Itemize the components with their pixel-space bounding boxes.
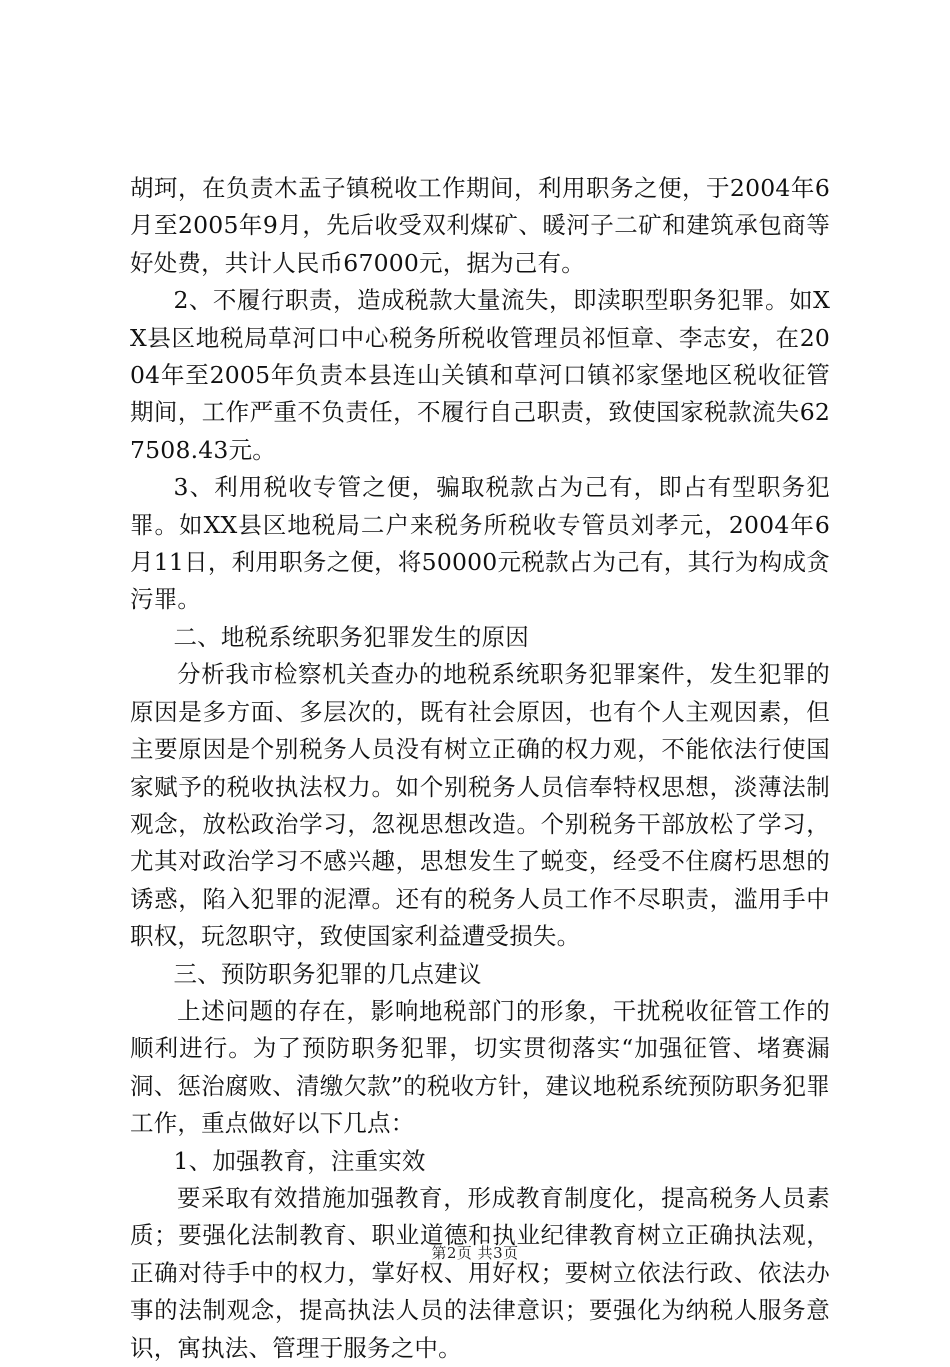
subheading-education: 1、加强教育，注重实效 [173, 1146, 426, 1175]
section-heading-causes: 二、地税系统职务犯罪发生的原因 [173, 622, 529, 651]
paragraph-item-3: 3、利用税收专管之便，骗取税款占为己有，即占有型职务犯罪。如XX县区地税局二户来税务所税收专管员刘孝元，2004年6月11日，利用职务之便，将50000元税款占为己有，其行为构成贪污罪。 [130, 473, 830, 614]
paragraph-item-2: 2、不履行职责，造成税款大量流失，即渎职型职务犯罪。如XX县区地税局草河口中心税务所税收管理员祁恒章、李志安，在2004年至2005年负责本县连山关镇和草河口镇祁家堡地区税收征管期间，工作严重不负责任，不履行自己职责，致使国家税款流失627508.43元。 [130, 286, 830, 464]
document-body [130, 170, 830, 1367]
paragraph-education: 要采取有效措施加强教育，形成教育制度化，提高税务人员素质；要强化法制教育、职业道德和执业纪律教育树立正确执法观，正确对待手中的权力，掌好权、用好权；要树立依法行政、依法办事的法制观念，提高执法人员的法律意识；要强化为纳税人服务意识，寓执法、管理于服务之中。 [130, 1183, 830, 1362]
paragraph-continuation: 胡珂，在负责木盂子镇税收工作期间，利用职务之便，于2004年6月至2005年9月，先后收受双利煤矿、暖河子二矿和建筑承包商等好处费，共计人民币67000元，据为己有。 [130, 174, 830, 277]
section-heading-suggestions: 三、预防职务犯罪的几点建议 [173, 959, 482, 988]
paragraph-causes: 分析我市检察机关查办的地税系统职务犯罪案件，发生犯罪的原因是多方面、多层次的，既有社会原因，也有个人主观因素，但主要原因是个别税务人员没有树立正确的权力观，不能依法行使国家赋予的税收执法权力。如个别税务人员信奉特权思想，淡薄法制观念，放松政治学习，忽视思想改造。个别税务干部放松了学习，尤其对政治学习不感兴趣，思想发生了蜕变，经受不住腐朽思想的诱惑，陷入犯罪的泥潭。还有的税务人员工作不尽职责，滥用手中职权，玩忽职守，致使国家利益遭受损失。 [130, 660, 830, 951]
paragraph-suggestions-intro: 上述问题的存在，影响地税部门的形象，干扰税收征管工作的顺利进行。为了预防职务犯罪，切实贯彻落实“加强征管、堵赛漏洞、惩治腐败、清缴欠款”的税收方针，建议地税系统预防职务犯罪工作，重点做好以下几点： [130, 996, 830, 1138]
page-footer: 第2页 共3页 [431, 1244, 519, 1262]
